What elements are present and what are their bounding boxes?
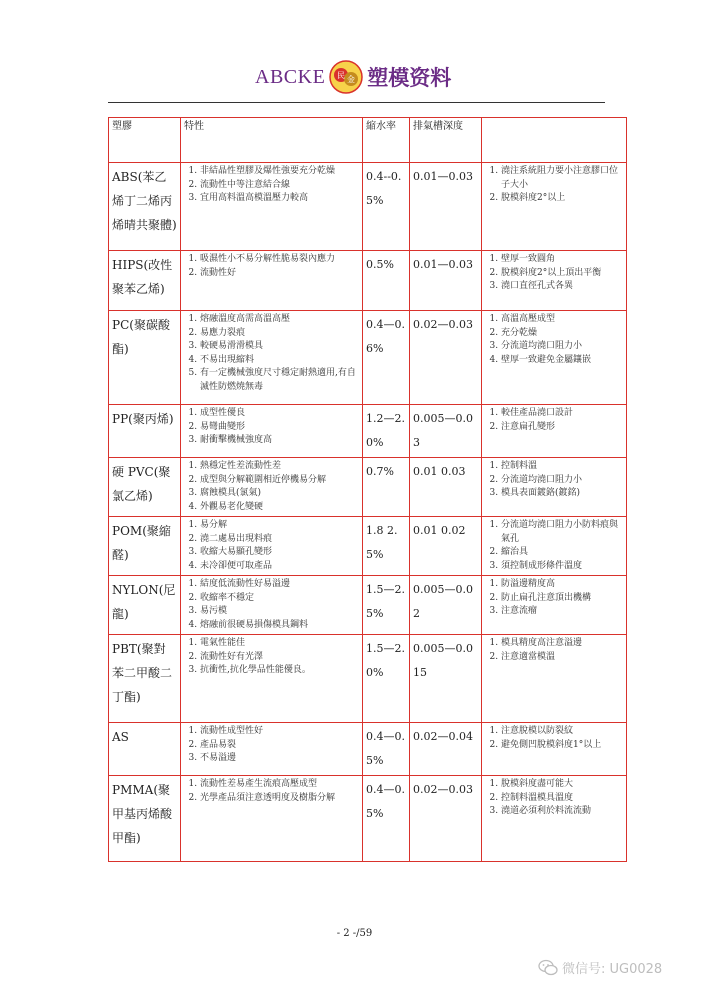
note-item: 2. 控制料溫模具溫度	[501, 792, 623, 806]
note-item: 1. 高溫高壓成型	[501, 313, 623, 327]
trait-item: 1. 熱穩定性差流動性差	[200, 460, 359, 474]
trait-item: 2. 流動性中等注意結合線	[200, 179, 359, 193]
brand-name-cn: 塑模资料	[367, 65, 452, 90]
table-row	[109, 635, 627, 723]
note-item: 3. 模具表面鍍鉻(鍍銘)	[501, 487, 623, 501]
material-cell: AS	[109, 723, 181, 776]
trait-item: 1. 易分解	[200, 519, 359, 533]
material-cell: POM(聚縮醛)	[109, 517, 181, 576]
table-row	[109, 458, 627, 517]
page-header	[0, 40, 709, 108]
note-item: 1. 澆注系統阻力要小注意膠口位子大小	[501, 165, 623, 192]
trait-item: 3. 較硬易滑滑模具	[200, 340, 359, 354]
traits-cell	[181, 405, 363, 458]
shrinkage-cell: 0.4—0.6%	[363, 311, 410, 405]
material-cell: ABS(苯乙烯丁二烯丙烯晴共聚體)	[109, 163, 181, 251]
notes-cell	[482, 163, 627, 251]
brand-name-en: ABCKE	[255, 65, 326, 88]
vent-depth-cell: 0.02—0.04	[410, 723, 482, 776]
wechat-id: 微信号: UG0028	[562, 962, 663, 977]
shrinkage-cell: 0.4—0.5%	[363, 776, 410, 862]
header-vent-depth: 排氣槽深度	[410, 118, 482, 163]
notes-cell	[482, 723, 627, 776]
notes-cell	[482, 517, 627, 576]
trait-item: 3. 腐蝕模具(氯氣)	[200, 487, 359, 501]
table-header-row	[109, 118, 627, 163]
note-item: 3. 注意流瘤	[501, 605, 623, 619]
shrinkage-cell: 1.8 2.5%	[363, 517, 410, 576]
note-item: 1. 較佳產品澆口設計	[501, 407, 623, 421]
vent-depth-cell: 0.01—0.03	[410, 163, 482, 251]
notes-cell	[482, 458, 627, 517]
traits-cell	[181, 163, 363, 251]
material-cell: PC(聚碳酸酯)	[109, 311, 181, 405]
trait-item: 2. 易彎曲變形	[200, 421, 359, 435]
trait-item: 2. 成型與分解範圍相近停機易分解	[200, 474, 359, 488]
vent-depth-cell: 0.01 0.03	[410, 458, 482, 517]
vent-depth-cell: 0.005—0.03	[410, 405, 482, 458]
note-item: 3. 澆道必須利於料流流動	[501, 805, 623, 819]
note-item: 2. 分流道均澆口阻力小	[501, 474, 623, 488]
shrinkage-cell: 0.4—0.5%	[363, 723, 410, 776]
traits-cell	[181, 635, 363, 723]
wechat-icon	[538, 959, 558, 977]
plastics-table	[108, 117, 627, 862]
material-cell: 硬 PVC(聚氯乙烯)	[109, 458, 181, 517]
shrinkage-cell: 0.5%	[363, 251, 410, 311]
table-row	[109, 723, 627, 776]
note-item: 2. 注意扁孔變形	[501, 421, 623, 435]
trait-item: 2. 收縮率不穩定	[200, 592, 359, 606]
note-item: 2. 脫模斜度2°以上	[501, 192, 623, 206]
trait-item: 3. 抗衝性,抗化學品性能優良。	[200, 664, 359, 678]
material-cell: PP(聚丙烯)	[109, 405, 181, 458]
trait-item: 2. 易應力裂痕	[200, 327, 359, 341]
notes-cell	[482, 776, 627, 862]
note-item: 1. 注意脫模以防裂紋	[501, 725, 623, 739]
page-number: - 2 -/59	[336, 928, 373, 939]
seal-char-1: 民	[337, 71, 346, 80]
shrinkage-cell: 1.5—2.0%	[363, 635, 410, 723]
note-item: 1. 壁厚一致圓角	[501, 253, 623, 267]
vent-depth-cell: 0.005—0.015	[410, 635, 482, 723]
trait-item: 3. 不易溢邊	[200, 752, 359, 766]
header-shrinkage: 縮水率	[363, 118, 410, 163]
notes-cell	[482, 405, 627, 458]
trait-item: 2. 產品易裂	[200, 739, 359, 753]
traits-cell	[181, 517, 363, 576]
notes-cell	[482, 576, 627, 635]
trait-item: 3. 收縮大易顯孔變形	[200, 546, 359, 560]
note-item: 2. 縮治具	[501, 546, 623, 560]
material-cell: PMMA(聚甲基丙烯酸甲酯)	[109, 776, 181, 862]
note-item: 2. 注意適當模溫	[501, 651, 623, 665]
vent-depth-cell: 0.005—0.02	[410, 576, 482, 635]
note-item: 1. 模具精度高注意溢邊	[501, 637, 623, 651]
table-row	[109, 163, 627, 251]
header-divider	[108, 102, 605, 103]
vent-depth-cell: 0.02—0.03	[410, 776, 482, 862]
material-cell: HIPS(改性聚苯乙烯)	[109, 251, 181, 311]
shrinkage-cell: 1.2—2.0%	[363, 405, 410, 458]
notes-cell	[482, 311, 627, 405]
note-item: 1. 分流道均澆口阻力小防料痕與氣孔	[501, 519, 623, 546]
traits-cell	[181, 458, 363, 517]
trait-item: 1. 電氣性能佳	[200, 637, 359, 651]
note-item: 2. 充分乾燥	[501, 327, 623, 341]
shrinkage-cell: 0.7%	[363, 458, 410, 517]
trait-item: 1. 結度低流動性好易溢邊	[200, 578, 359, 592]
header-notes	[482, 118, 627, 163]
trait-item: 4. 外觀易老化變硬	[200, 501, 359, 515]
header-traits: 特性	[181, 118, 363, 163]
brand-seal-icon	[329, 60, 363, 94]
trait-item: 2. 流動性好	[200, 267, 359, 281]
trait-item: 3. 宜用高料溫高模溫壓力較高	[200, 192, 359, 206]
note-item: 1. 控制料溫	[501, 460, 623, 474]
traits-cell	[181, 311, 363, 405]
trait-item: 4. 熔融前很硬易損傷模具鋼料	[200, 619, 359, 633]
table-row	[109, 405, 627, 458]
header-material: 塑膠	[109, 118, 181, 163]
vent-depth-cell: 0.01 0.02	[410, 517, 482, 576]
note-item: 3. 分流道均澆口阻力小	[501, 340, 623, 354]
material-cell: PBT(聚對苯二甲酸二丁酯)	[109, 635, 181, 723]
trait-item: 3. 易污模	[200, 605, 359, 619]
traits-cell	[181, 251, 363, 311]
wechat-watermark	[538, 958, 662, 977]
brand-logo	[255, 60, 451, 94]
trait-item: 1. 熔融溫度高需高溫高壓	[200, 313, 359, 327]
note-item: 3. 須控制成形條件溫度	[501, 560, 623, 574]
table-row	[109, 576, 627, 635]
material-cell: NYLON(尼龍)	[109, 576, 181, 635]
table-row	[109, 251, 627, 311]
trait-item: 1. 非結晶性塑膠及爆性強要充分乾燥	[200, 165, 359, 179]
trait-item: 2. 澆二處易出現料痕	[200, 533, 359, 547]
note-item: 1. 脫模斜度盡可能大	[501, 778, 623, 792]
trait-item: 1. 吸濕性小不易分解性脆易裂內應力	[200, 253, 359, 267]
trait-item: 1. 流動性成型性好	[200, 725, 359, 739]
table-row	[109, 517, 627, 576]
note-item: 4. 壁厚一致避免金屬鑲嵌	[501, 354, 623, 368]
table-row	[109, 776, 627, 862]
seal-char-2: 金	[347, 75, 356, 84]
trait-item: 5. 有一定機械強度尺寸穩定耐熱適用,有自滅性防燃燒無毒	[200, 367, 359, 394]
table-row	[109, 311, 627, 405]
note-item: 2. 避免側凹脫模斜度1°以上	[501, 739, 623, 753]
traits-cell	[181, 776, 363, 862]
shrinkage-cell: 0.4--0.5%	[363, 163, 410, 251]
vent-depth-cell: 0.02—0.03	[410, 311, 482, 405]
traits-cell	[181, 576, 363, 635]
trait-item: 1. 流動性差易產生流痕高壓成型	[200, 778, 359, 792]
note-item: 1. 防溢邊精度高	[501, 578, 623, 592]
notes-cell	[482, 251, 627, 311]
trait-item: 4. 不易出現縮料	[200, 354, 359, 368]
trait-item: 2. 流動性好有光澤	[200, 651, 359, 665]
trait-item: 4. 未冷卻便可取產品	[200, 560, 359, 574]
note-item: 3. 澆口直徑孔式各異	[501, 280, 623, 294]
note-item: 2. 脫模斜度2°以上頂出平衡	[501, 267, 623, 281]
note-item: 2. 防止扁孔注意頂出機構	[501, 592, 623, 606]
trait-item: 1. 成型性優良	[200, 407, 359, 421]
shrinkage-cell: 1.5—2.5%	[363, 576, 410, 635]
trait-item: 2. 光學產品須注意透明度及樹脂分解	[200, 792, 359, 806]
vent-depth-cell: 0.01—0.03	[410, 251, 482, 311]
trait-item: 3. 耐衝擊機械強度高	[200, 434, 359, 448]
notes-cell	[482, 635, 627, 723]
traits-cell	[181, 723, 363, 776]
